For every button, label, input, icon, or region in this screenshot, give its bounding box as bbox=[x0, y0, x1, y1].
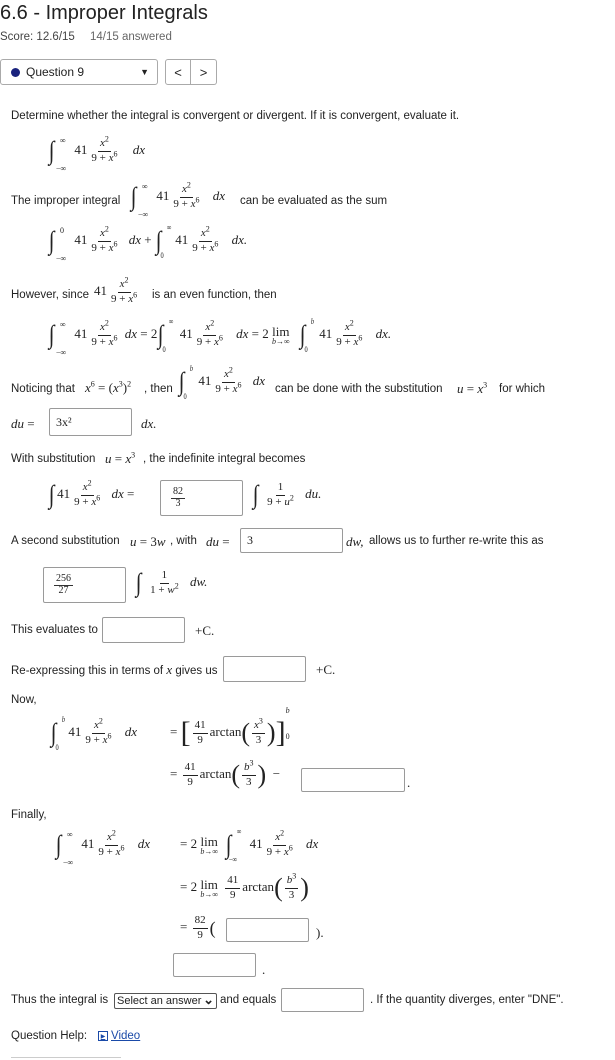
w-integral: ∫ $\frac{1}{1 + w^2}$ dw. bbox=[135, 568, 208, 598]
improper-intro: The improper integral bbox=[11, 195, 121, 207]
for-which-text: for which bbox=[499, 383, 546, 395]
final-limit-line-2: = 2 lim b→∞ $\frac{41}{9}$ arctan( $\frac{b^3}{3}$ ) bbox=[180, 871, 309, 903]
select-label: Select an answer bbox=[117, 995, 202, 1007]
thus-text: Thus the integral is bbox=[11, 994, 109, 1006]
second-sub-text: A second substitution bbox=[11, 535, 120, 547]
arctan-bracket: = [ $\frac{41}{9}$ arctan( $\frac{x^3}{3}$ )] b 0 bbox=[170, 705, 290, 749]
dne-note: . If the quantity diverges, enter "DNE". bbox=[370, 994, 564, 1006]
question-label: Question 9 bbox=[26, 65, 85, 79]
question-selector[interactable] bbox=[0, 59, 158, 85]
period-2: . bbox=[262, 962, 266, 977]
chevron-right-icon: > bbox=[199, 64, 208, 80]
arctan-evaluated: = $\frac{41}{9}$ arctan( $\frac{b^3}{3}$ ) − bbox=[170, 758, 281, 790]
coef2-num: 256 bbox=[56, 573, 71, 584]
finally-text: Finally, bbox=[11, 809, 47, 821]
however-text: However, since bbox=[11, 289, 89, 301]
sub-expression: $u = x^3$ bbox=[457, 380, 488, 396]
coefficient-input-1[interactable] bbox=[160, 480, 243, 516]
question-help-label: Question Help: bbox=[11, 1030, 88, 1042]
second-sub-expr: u = 3w bbox=[130, 534, 166, 549]
second-du-input[interactable]: 3 bbox=[240, 528, 343, 553]
final-integral: ∫ ∞ −∞ 41 $\frac{x^2}{9 + x^6}$ dx bbox=[55, 828, 151, 867]
improper-tail: can be evaluated as the sum bbox=[240, 195, 388, 207]
improper-integral: ∫ ∞ −∞ 41 $\frac{x^2}{9 + x^6}$ dx bbox=[130, 180, 226, 219]
then-text: , then bbox=[144, 383, 173, 395]
problem-prompt: Determine whether the integral is convergent or divergent. If it is convergent, evaluate it. bbox=[11, 110, 460, 122]
now-text: Now, bbox=[11, 694, 37, 706]
final-limit-line-3: = $\frac{82}{9}$ ( bbox=[180, 914, 216, 941]
coef1-den: 3 bbox=[175, 497, 181, 509]
indefinite-integral: ∫ 41 $\frac{x^2}{9 + x^6}$ dx = bbox=[48, 478, 135, 510]
dropdown-triangle-icon: ▼ bbox=[140, 67, 149, 77]
evaluates-text: This evaluates to bbox=[11, 624, 98, 636]
even-function-expr: 41 $\frac{x^2}{9 + x^6}$ bbox=[94, 275, 138, 305]
prev-question-button[interactable] bbox=[165, 59, 191, 85]
period-1: . bbox=[407, 775, 411, 790]
close-paren: ). bbox=[316, 925, 324, 940]
sub-text: can be done with the substitution bbox=[275, 383, 443, 395]
even-fn-text: is an even function, then bbox=[152, 289, 277, 301]
dw-label: dw, bbox=[346, 534, 364, 549]
video-link-label: Video bbox=[111, 1030, 141, 1042]
indef-becomes-text: , the indefinite integral becomes bbox=[143, 453, 306, 465]
and-equals-text: and equals bbox=[220, 994, 277, 1006]
page-title: 6.6 - Improper Integrals bbox=[0, 2, 208, 24]
main-integral: ∫ ∞ −∞ 41 $\frac{x^2}{9 + x^6}$ dx bbox=[48, 134, 146, 173]
rewrite-text: allows us to further re-write this as bbox=[369, 535, 544, 547]
chevron-down-icon: ⌄ bbox=[203, 992, 214, 1007]
video-link[interactable] bbox=[98, 1030, 140, 1042]
answered-text: 14/15 answered bbox=[90, 31, 172, 43]
with-du-text: , with bbox=[170, 535, 197, 547]
dx-label: dx. bbox=[141, 416, 157, 431]
plus-c-1: +C. bbox=[195, 623, 215, 638]
final-limit-line-1: = 2 lim b→∞ ∫ ∞ −∞ 41 $\frac{x^2}{9 + x^6}$ dx bbox=[180, 827, 319, 865]
sub-integral: ∫ b 0 41 $\frac{x^2}{9 + x^6}$ dx bbox=[178, 364, 266, 402]
score-text: Score: 12.6/15 bbox=[0, 31, 75, 43]
evaluates-input[interactable] bbox=[102, 617, 185, 643]
noticing-identity: $x^6 = (x^3)^2$ bbox=[85, 379, 132, 395]
divider bbox=[11, 1057, 121, 1058]
x-expression-input[interactable] bbox=[223, 656, 306, 682]
coefficient-input-2[interactable] bbox=[43, 567, 126, 603]
next-question-button[interactable] bbox=[191, 59, 217, 85]
chevron-left-icon: < bbox=[174, 64, 182, 80]
du-label: du = bbox=[11, 416, 35, 431]
u-integral: ∫ $\frac{1}{9 + u^2}$ du. bbox=[252, 480, 322, 510]
split-sum: ∫ 0 −∞ 41 $\frac{x^2}{9 + x^6}$ dx + ∫ ∞ 0 41 $\frac{x^2}{9 + x^6}$ dx. bbox=[48, 223, 248, 263]
noticing-text: Noticing that bbox=[11, 383, 75, 395]
limit-inner-input[interactable] bbox=[226, 918, 309, 942]
even-integral-equation: ∫ ∞ −∞ 41 $\frac{x^2}{9 + x^6}$ dx = 2∫ ∞ 0 41 $\frac{x^2}{9 + x^6}$ dx = 2 lim b→∞ ∫ b 0 41 $\frac{x^2}{9 + x^6}$ dx. bbox=[48, 317, 392, 357]
with-sub-expr: $u = x^3$ bbox=[105, 450, 136, 466]
coef2-den: 27 bbox=[58, 584, 69, 596]
du-eq-label: du = bbox=[206, 534, 230, 549]
play-icon: ▶ bbox=[98, 1031, 108, 1041]
definite-integral: ∫ b 0 41 $\frac{x^2}{9 + x^6}$ dx bbox=[50, 715, 138, 753]
reexpress-text: Re-expressing this in terms of x gives us bbox=[11, 662, 218, 677]
convergence-select[interactable] bbox=[114, 993, 217, 1009]
du-input[interactable]: 3x² bbox=[49, 408, 132, 436]
question-dot-icon bbox=[11, 68, 20, 77]
lower-term-input[interactable] bbox=[301, 768, 405, 792]
plus-c-2: +C. bbox=[316, 662, 336, 677]
equals-input[interactable] bbox=[281, 988, 364, 1012]
coef1-num: 82 bbox=[173, 486, 183, 497]
with-sub-text: With substitution bbox=[11, 453, 96, 465]
final-value-input[interactable] bbox=[173, 953, 256, 977]
